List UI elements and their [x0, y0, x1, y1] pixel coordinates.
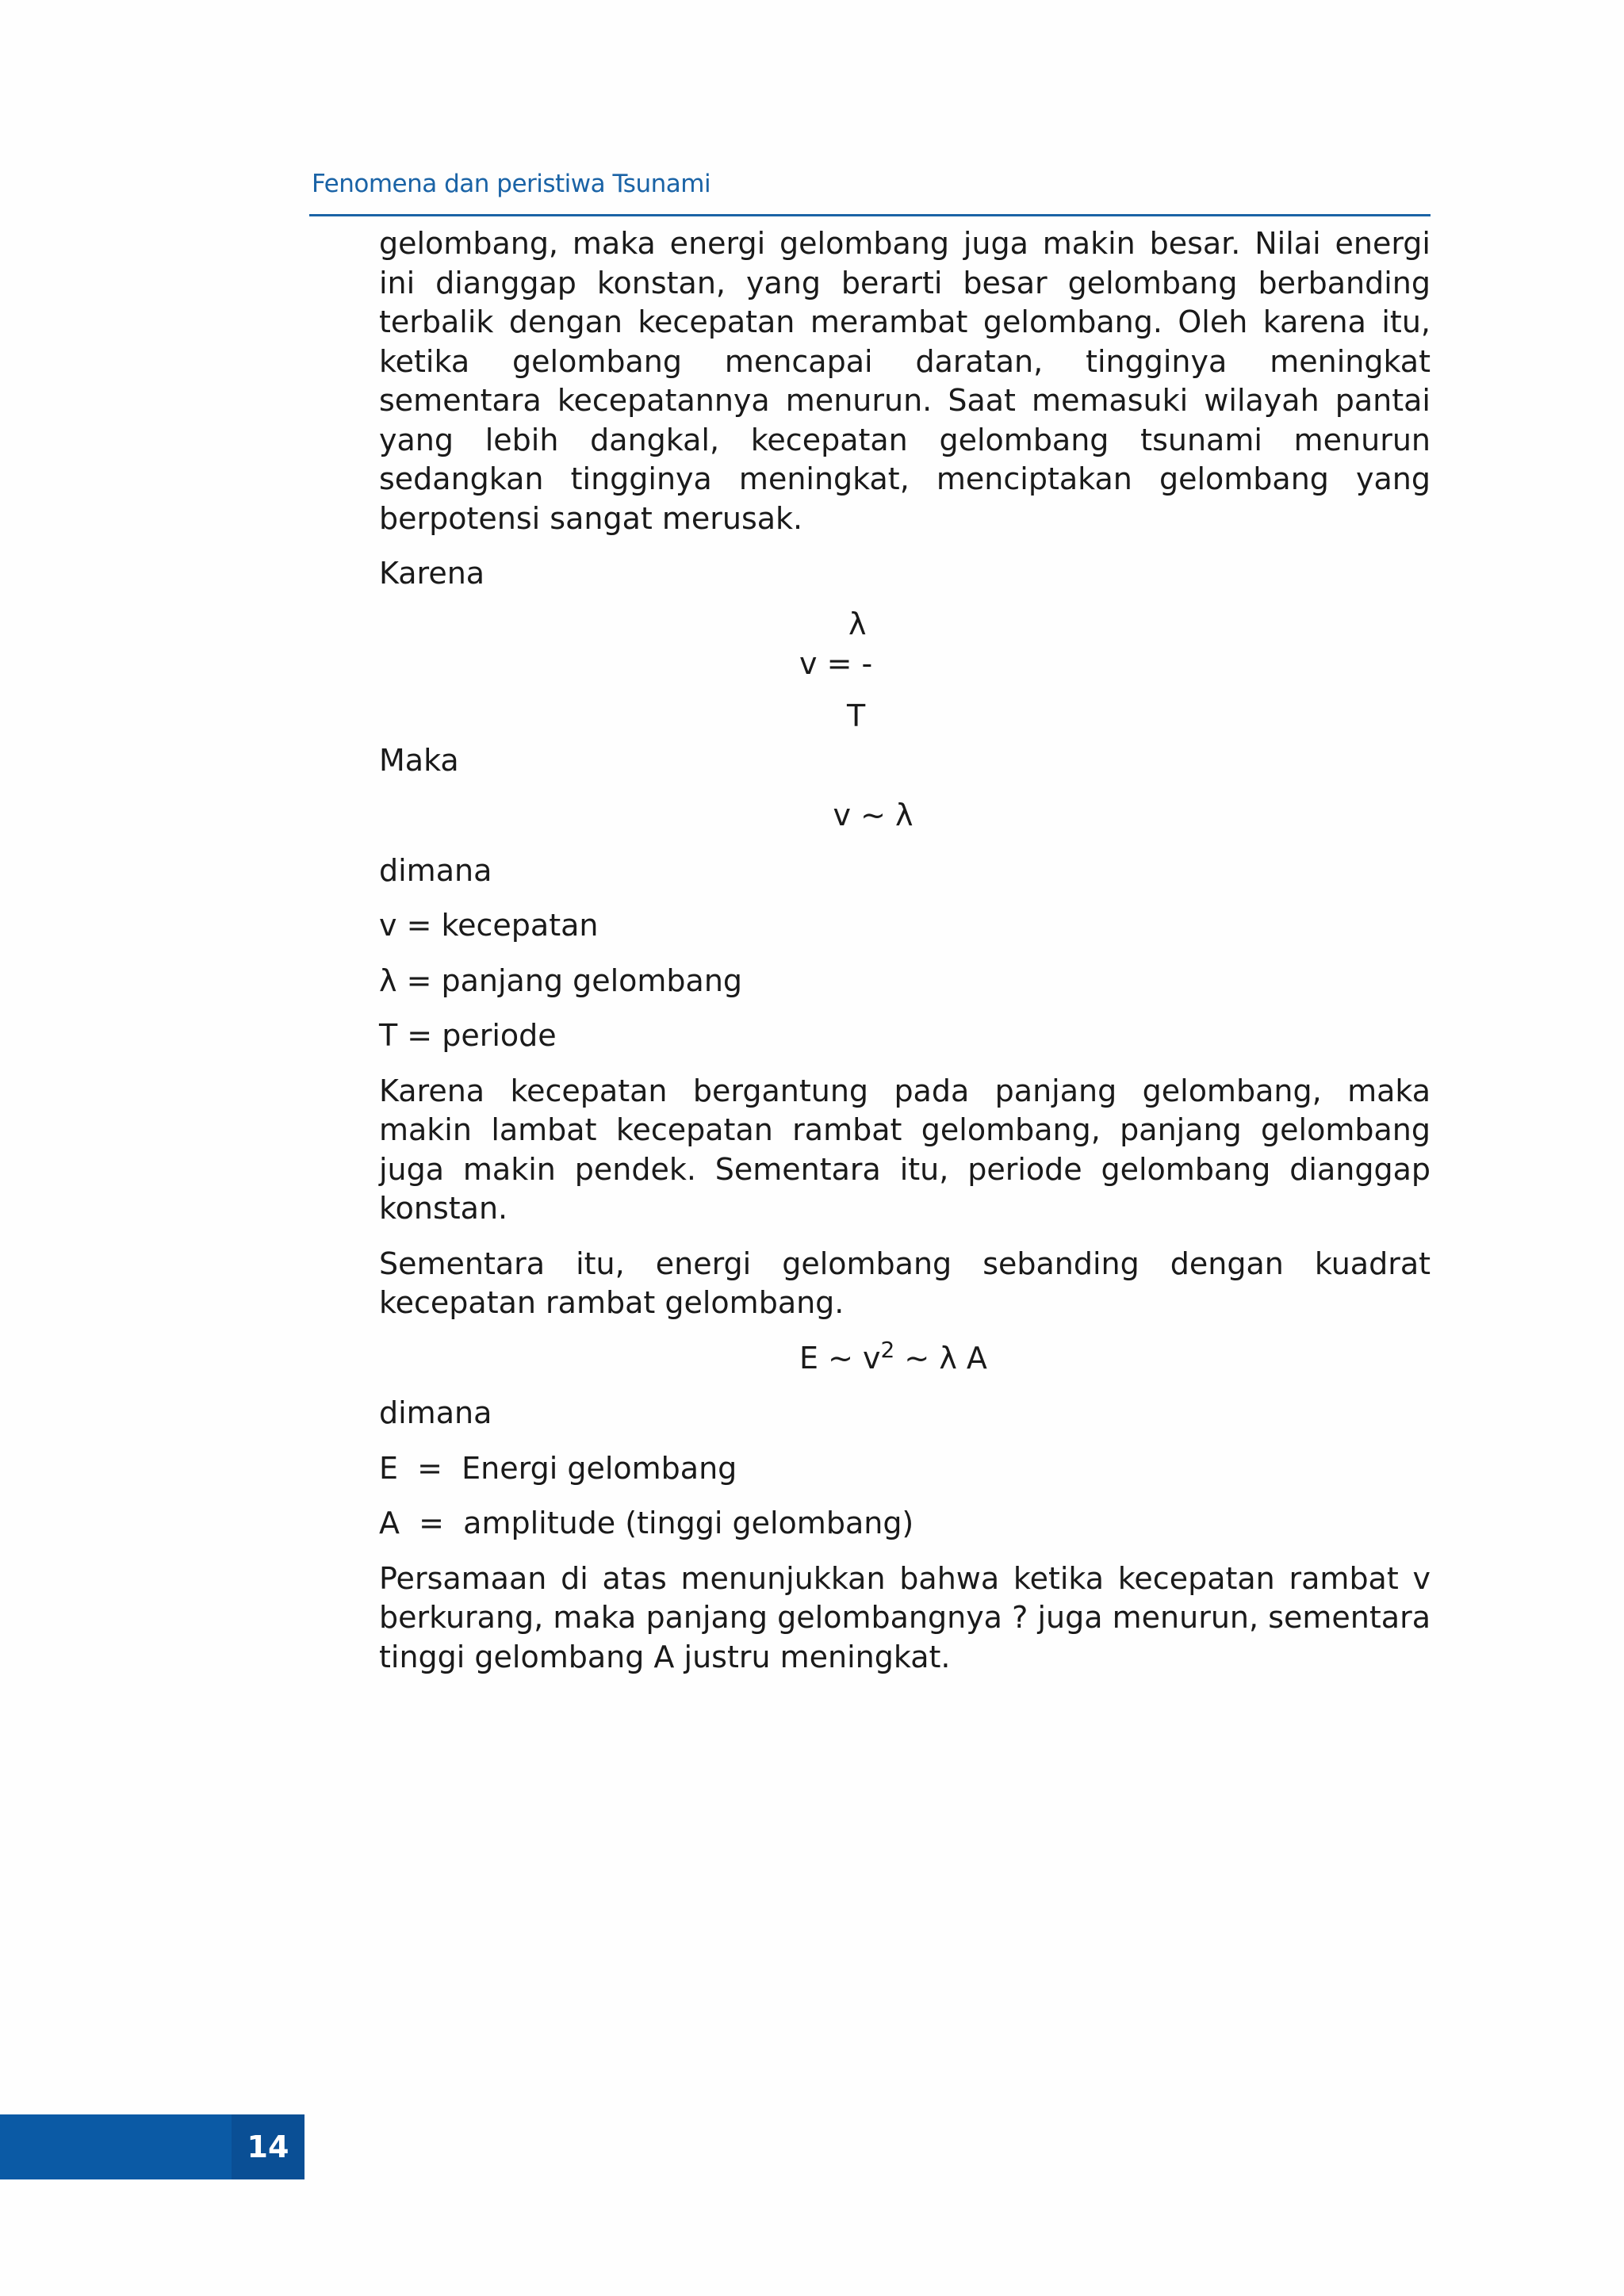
definition-period: T = periode: [379, 1018, 557, 1053]
page-tab: [0, 2114, 232, 2179]
paragraph-2: Karena kecepatan bergantung pada panjang gelombang, maka makin lambat kecepatan rambat gelombang, panjang gelombang juga makin pendek. Sementara itu, periode gelombang dianggap konstan.: [379, 1073, 1431, 1226]
page-number: 14: [247, 2130, 289, 2164]
energy-formula-left: E ~ v: [799, 1340, 881, 1376]
running-header: Fenomena dan peristiwa Tsunami: [312, 170, 711, 198]
page-content: [379, 224, 1431, 1677]
formula-denominator: T: [847, 698, 866, 733]
paragraph-3: Sementara itu, energi gelombang sebanding dengan kuadrat kecepatan rambat gelombang.: [379, 1246, 1431, 1320]
paragraph-4: Persamaan di atas menunjukkan bahwa ketika kecepatan rambat v berkurang, maka panjang gelombangnya ? juga menurun, sementara tinggi gelombang A justru meningkat.: [379, 1560, 1431, 1674]
energy-formula: [379, 1336, 1431, 1379]
proportional-formula: v ~ λ: [833, 798, 914, 832]
dimana-label-1: dimana: [379, 852, 492, 888]
intro-paragraph: gelombang, maka energi gelombang juga makin besar. Nilai energi ini dianggap konstan, yang berarti besar gelombang berbanding terbalik dengan kecepatan merambat gelombang. Oleh karena itu, ketika gelombang mencapai daratan, tingginya meningkat sementara kecepatannya menurun. Saat memasuki wilayah pantai yang lebih dangkal, kecepatan gelombang tsunami menurun sedangkan tingginya meningkat, menciptakan gelombang yang berpotensi sangat merusak.: [379, 226, 1431, 536]
formula-lhs: v = -: [799, 645, 873, 681]
definition-energy: E = Energi gelombang: [379, 1450, 737, 1486]
definition-velocity: v = kecepatan: [379, 908, 599, 943]
maka-label: Maka: [379, 742, 459, 778]
energy-formula-exponent: 2: [880, 1336, 895, 1363]
dimana-label-2: dimana: [379, 1395, 492, 1430]
karena-label: Karena: [379, 556, 485, 591]
header-rule: [309, 214, 1431, 216]
velocity-formula: [379, 605, 1431, 741]
energy-formula-right: ~ λ A: [894, 1340, 987, 1376]
formula-numerator: λ: [848, 606, 867, 641]
definition-wavelength: λ = panjang gelombang: [379, 962, 743, 998]
definition-amplitude: A = amplitude (tinggi gelombang): [379, 1506, 914, 1540]
